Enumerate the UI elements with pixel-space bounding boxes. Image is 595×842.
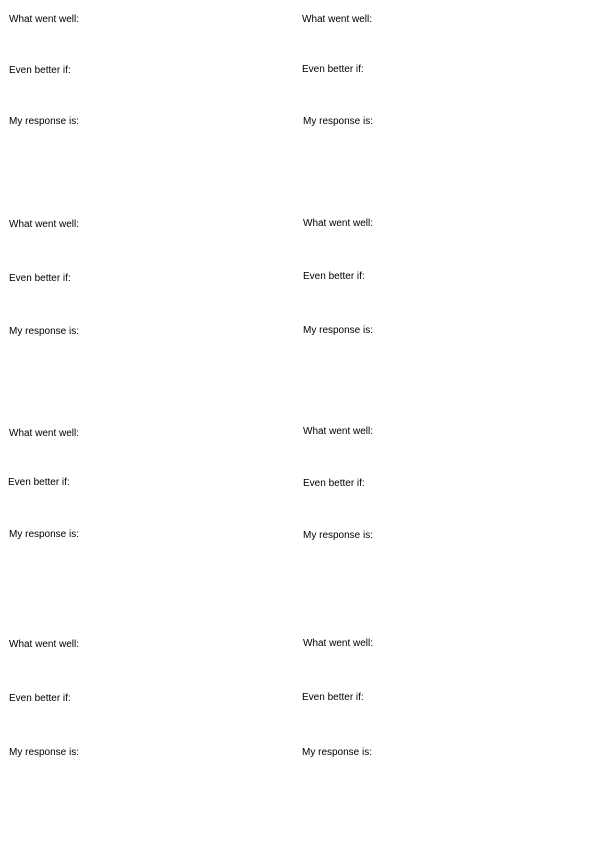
my-response-label: My response is: <box>303 116 374 127</box>
what-went-well-label: What went well: <box>302 14 373 25</box>
even-better-if-label: Even better if: <box>302 692 364 703</box>
what-went-well-label: What went well: <box>9 428 80 439</box>
what-went-well-label: What went well: <box>303 218 374 229</box>
even-better-if-label: Even better if: <box>302 64 364 75</box>
what-went-well-label: What went well: <box>9 14 80 25</box>
what-went-well-label: What went well: <box>9 219 80 230</box>
my-response-label: My response is: <box>9 747 80 758</box>
my-response-label: My response is: <box>303 530 374 541</box>
even-better-if-label: Even better if: <box>8 477 70 488</box>
my-response-label: My response is: <box>302 747 373 758</box>
even-better-if-label: Even better if: <box>303 478 365 489</box>
my-response-label: My response is: <box>9 326 80 337</box>
my-response-label: My response is: <box>9 529 80 540</box>
even-better-if-label: Even better if: <box>9 65 71 76</box>
what-went-well-label: What went well: <box>303 638 374 649</box>
what-went-well-label: What went well: <box>9 639 80 650</box>
what-went-well-label: What went well: <box>303 426 374 437</box>
even-better-if-label: Even better if: <box>303 271 365 282</box>
even-better-if-label: Even better if: <box>9 273 71 284</box>
my-response-label: My response is: <box>9 116 80 127</box>
my-response-label: My response is: <box>303 325 374 336</box>
even-better-if-label: Even better if: <box>9 693 71 704</box>
